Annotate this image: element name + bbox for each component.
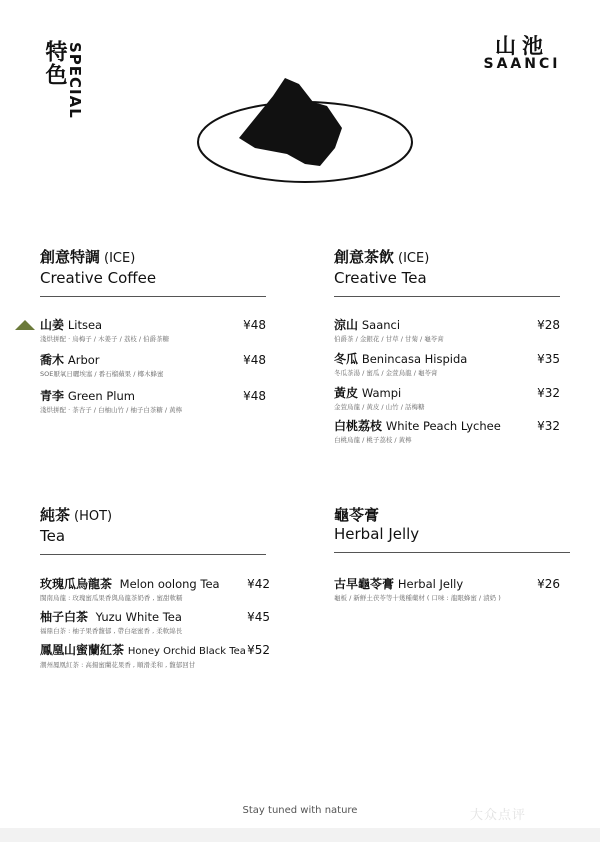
section-title-cn [334, 506, 570, 524]
item-name-en: Litsea [67, 318, 103, 332]
item-description: 金萱烏龍 / 黃皮 / 山竹 / 話梅糖 [334, 403, 425, 411]
section-divider [40, 296, 266, 297]
section-title-en: Herbal Jelly [334, 525, 420, 543]
section-title-cn [334, 248, 560, 268]
menu-item [334, 318, 560, 344]
item-description: 福鼎白茶 : 柚子果香馥郁 , 帶白毫蜜香 , 柔軟綿長 [40, 627, 183, 635]
item-name-en: Herbal Jelly [397, 577, 464, 591]
item-name-cn: 涼山 [334, 318, 359, 332]
item-description: 白桃烏龍 / 桃子荔枝 / 黃檸 [334, 436, 412, 444]
item-name-cn: 鳳凰山蜜蘭紅茶 [40, 643, 125, 657]
item-name-en: White Peach Lychee [385, 419, 501, 433]
item-name-en: Yuzu White Tea [95, 610, 182, 624]
section-title-cn [40, 506, 266, 526]
item-name-cn: 古早龜苓膏 [334, 577, 395, 591]
section-title-cn-text: 創意特調 [40, 248, 101, 266]
section-title-en: Creative Coffee [40, 269, 157, 287]
item-price: ¥42 [247, 577, 270, 591]
menu-item [334, 419, 560, 445]
item-name-en: Green Plum [67, 389, 135, 403]
item-price: ¥45 [247, 610, 270, 624]
menu-item [334, 386, 560, 412]
item-price: ¥35 [537, 352, 560, 366]
item-name-cn: 青李 [40, 389, 65, 403]
section-pure-tea [40, 506, 266, 555]
menu-item [40, 389, 266, 415]
item-name-en: Honey Orchid Black Tea [127, 646, 246, 657]
item-price: ¥26 [537, 577, 560, 591]
section-title-cn-text: 創意茶飲 [334, 248, 395, 266]
item-name-en: Arbor [67, 353, 100, 367]
coffee-item-list [40, 318, 266, 418]
section-title-cn [40, 248, 266, 268]
mountain-marker-icon [15, 320, 35, 330]
special-title-en: SPECIAL [66, 42, 84, 119]
footer-tagline: Stay tuned with nature [242, 805, 358, 816]
bottom-bar [0, 828, 600, 842]
section-divider [334, 296, 560, 297]
section-divider [334, 552, 570, 553]
item-name-cn: 喬木 [40, 353, 65, 367]
brand-logo-en: SAANCI [483, 56, 561, 72]
item-name-en: Wampi [361, 386, 402, 400]
item-price: ¥52 [247, 643, 270, 657]
menu-item [40, 643, 270, 670]
section-title-en: Tea [40, 527, 66, 545]
item-price: ¥48 [243, 318, 266, 332]
item-description: SOE厭氧日曬埃塞 / 番石榴蘋果 / 椰木蜂蜜 [40, 370, 164, 378]
item-description: 閩南烏龍 : 玫瑰蜜瓜果香與烏龍茶奶香 , 蜜甜軟糯 [40, 594, 183, 602]
mountain-emblem-icon [195, 72, 415, 188]
section-title-cn-text: 龜苓膏 [334, 506, 380, 524]
item-price: ¥28 [537, 318, 560, 332]
item-description: 伯爵茶 / 金銀花 / 甘草 / 甘菊 / 龜苓膏 [334, 335, 444, 343]
item-description: 淺烘拼配 · 茶杏子 / 白柚山竹 / 柚子白茶糖 / 黃檸 [40, 406, 183, 414]
menu-item [40, 318, 266, 344]
brand-logo-cn: 山池 [495, 34, 549, 58]
item-name-en: Melon oolong Tea [119, 577, 220, 591]
item-price: ¥48 [243, 389, 266, 403]
item-name-cn: 白桃荔枝 [334, 419, 383, 433]
herbal-jelly-item-list [334, 577, 560, 617]
section-creative-tea [334, 248, 560, 297]
item-description: 淺烘拼配 · 烏梅子 / 木姜子 / 荔枝 / 伯爵茶糖 [40, 335, 170, 343]
item-name-cn: 柚子白茶 [40, 610, 89, 624]
item-name-cn: 黃皮 [334, 386, 359, 400]
section-tag: (ICE) [104, 251, 136, 266]
section-creative-coffee [40, 248, 266, 297]
menu-item [334, 577, 560, 603]
item-price: ¥32 [537, 386, 560, 400]
watermark: 大众点评 [470, 808, 527, 823]
item-name-cn: 玫瑰瓜烏龍茶 [40, 577, 113, 591]
item-name-cn: 冬瓜 [334, 352, 359, 366]
section-title-en: Creative Tea [334, 269, 427, 287]
section-herbal-jelly [334, 506, 570, 553]
item-name-cn: 山姜 [40, 318, 65, 332]
item-price: ¥32 [537, 419, 560, 433]
item-name-en: Saanci [361, 318, 401, 332]
menu-item [40, 610, 270, 636]
menu-item [40, 577, 270, 603]
section-divider [40, 554, 266, 555]
item-description: 潮州鳳凰紅茶 : 高揚蜜蘭花果香 , 順滑柔和 , 馥郁回甘 [40, 661, 196, 669]
item-description: 龜板 / 新鮮土茯苓等十幾種藥材 ( 口味 : 龍眼蜂蜜 / 漬奶 ) [334, 594, 501, 602]
menu-item [334, 352, 560, 378]
item-price: ¥48 [243, 353, 266, 367]
special-title-cn: 特色 [42, 40, 67, 86]
item-description: 冬瓜茶湯 / 蜜瓜 / 金萱烏龍 / 龜苓膏 [334, 369, 438, 377]
section-tag: (HOT) [74, 509, 113, 524]
item-name-en: Benincasa Hispida [361, 352, 468, 366]
pure-tea-item-list [40, 577, 270, 677]
section-tag: (ICE) [398, 251, 430, 266]
menu-item [40, 353, 266, 379]
creative-tea-item-list [334, 318, 560, 448]
section-title-cn-text: 純茶 [40, 506, 71, 524]
